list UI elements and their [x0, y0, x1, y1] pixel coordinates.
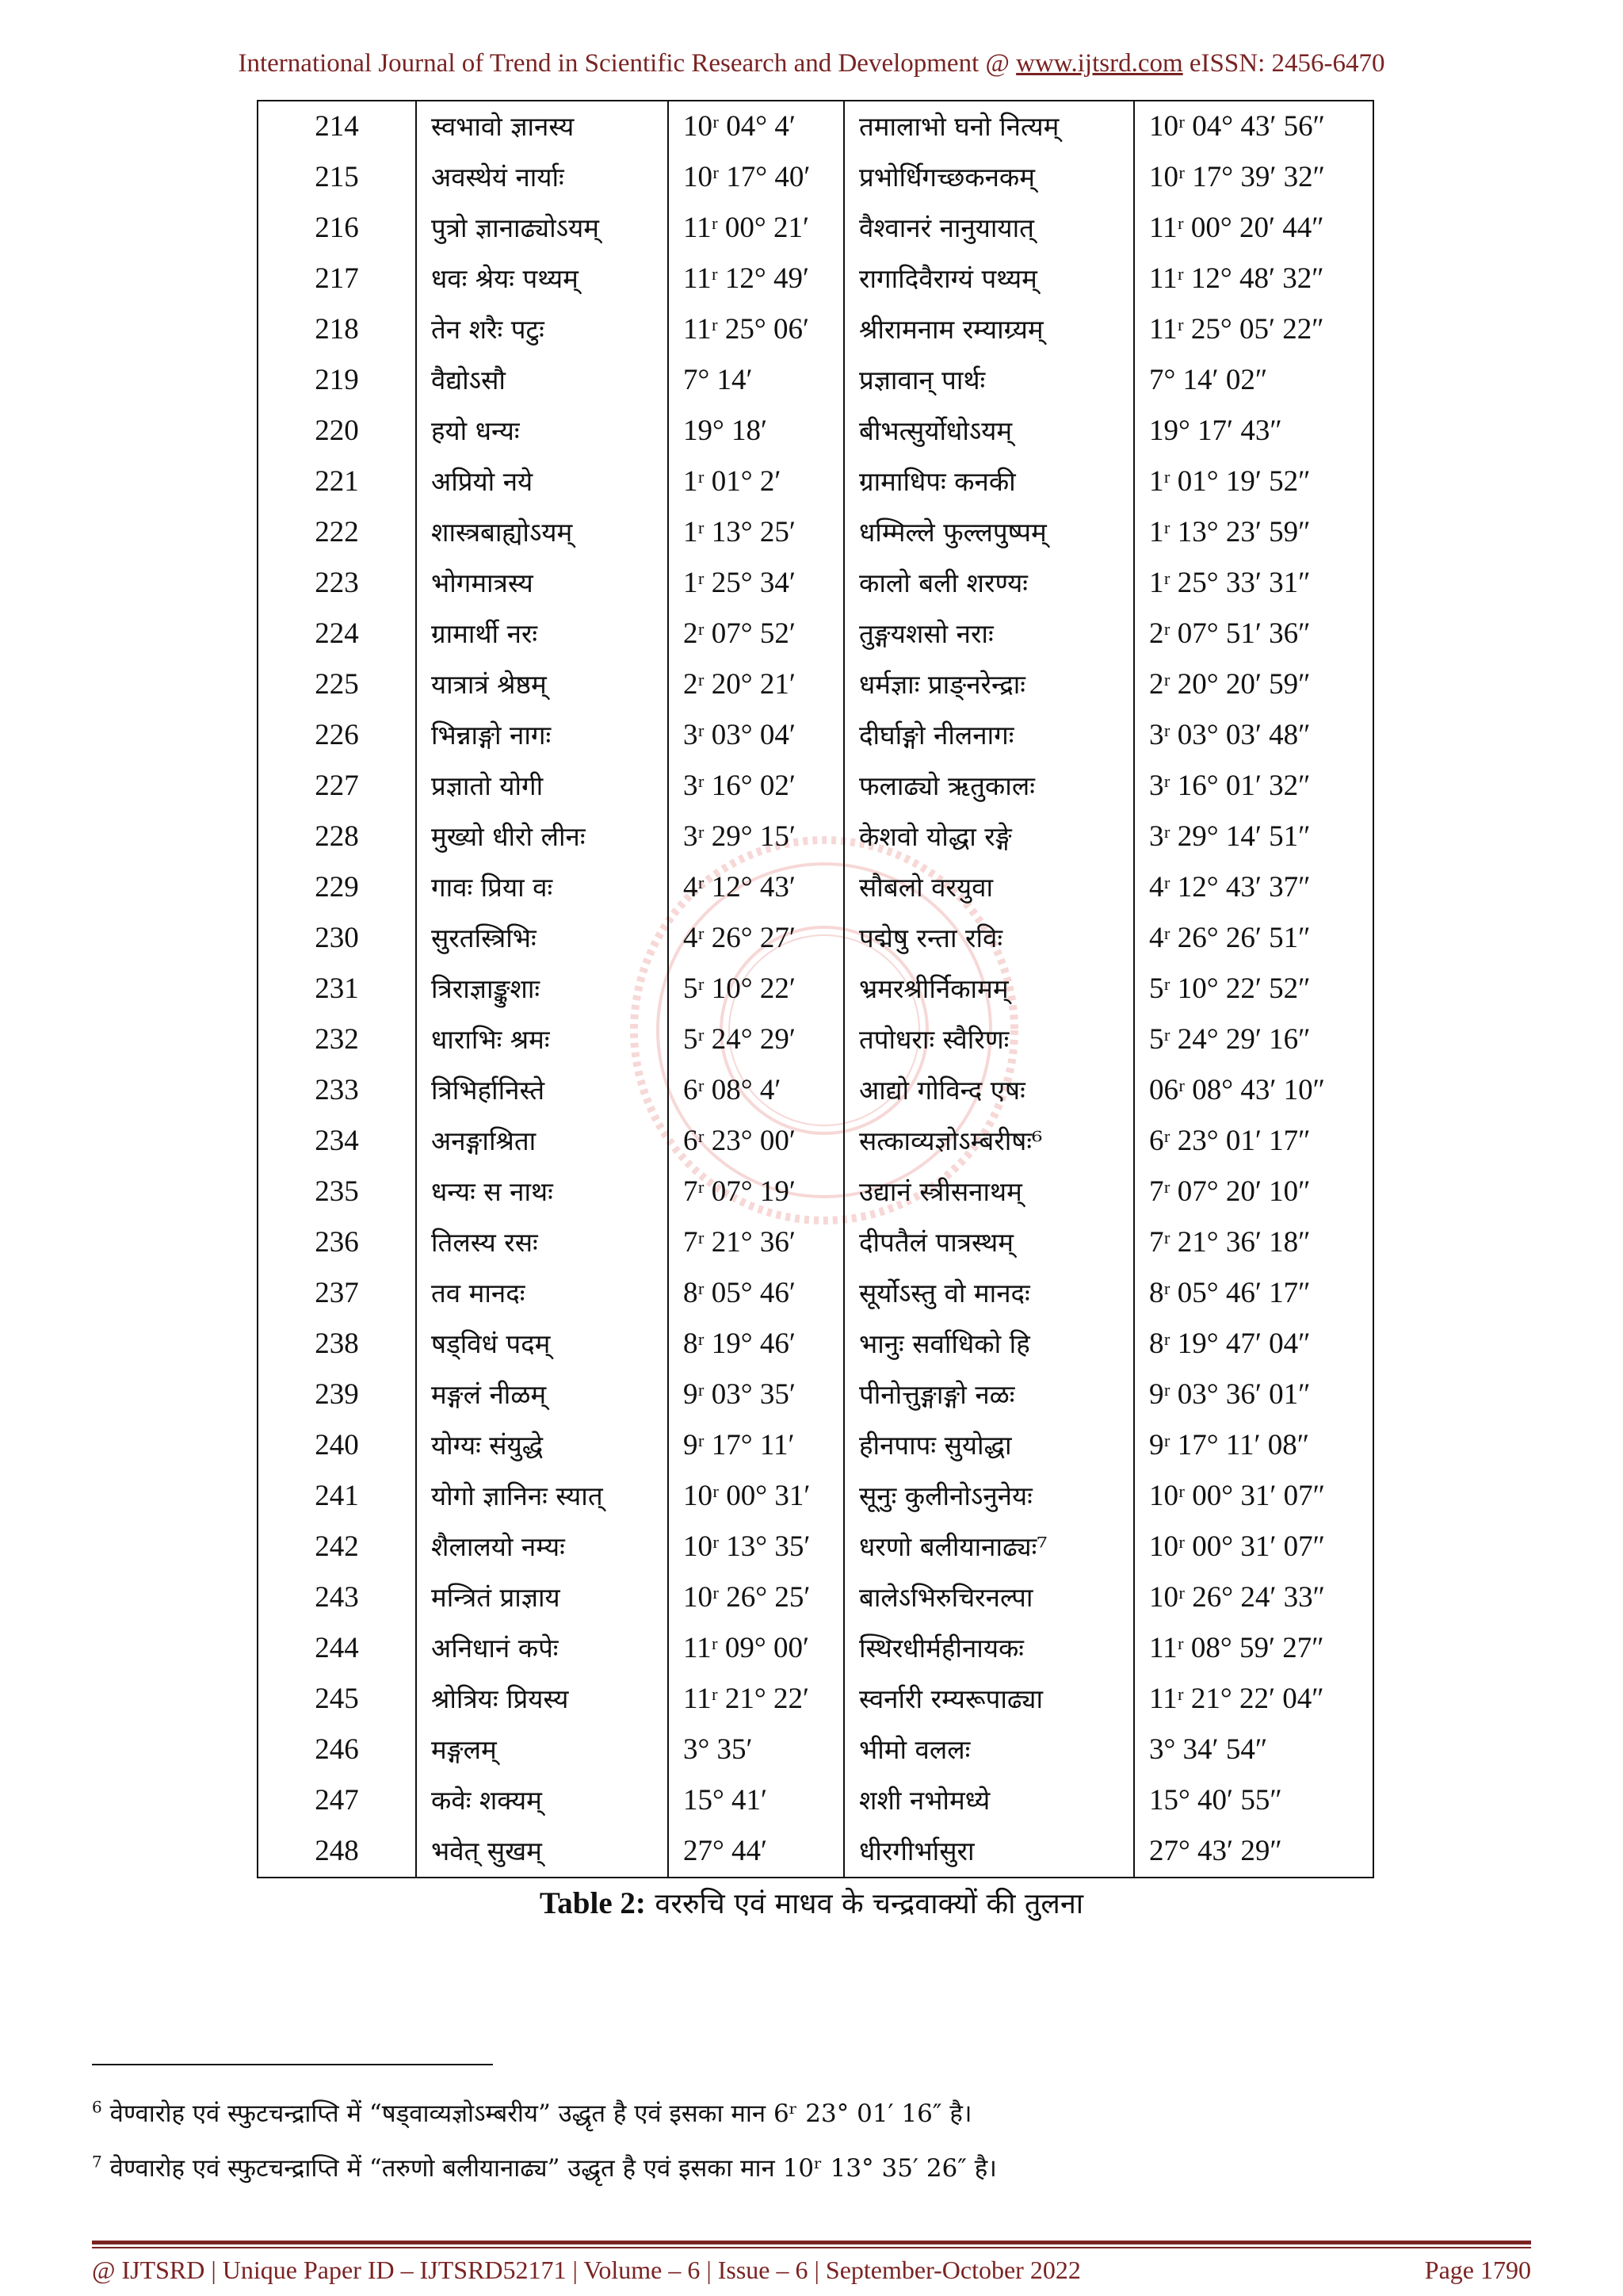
vararuci-value: 10ʳ 26° 25′	[668, 1572, 844, 1623]
footnote-6	[92, 2096, 972, 2130]
moon-sentences-table	[257, 100, 1374, 1878]
madhava-value: 8ʳ 05° 46′ 17″	[1134, 1268, 1373, 1319]
vararuci-sentence: शास्त्रबाह्योऽयम्	[416, 507, 668, 558]
row-number: 218	[258, 304, 416, 355]
vararuci-sentence: प्रज्ञातो योगी	[416, 761, 668, 812]
madhava-value: 3° 34′ 54″	[1134, 1725, 1373, 1775]
row-number: 217	[258, 254, 416, 304]
vararuci-value: 10ʳ 13° 35′	[668, 1522, 844, 1572]
madhava-sentence: स्थिरधीर्महीनायकः	[844, 1623, 1134, 1674]
row-number: 216	[258, 203, 416, 254]
madhava-sentence: भ्रमरश्रीर्निकामम्	[844, 964, 1134, 1014]
table-row	[258, 659, 1373, 710]
table-row	[258, 1674, 1373, 1725]
table-row	[258, 913, 1373, 964]
vararuci-sentence: अनिधानं कपेः	[416, 1623, 668, 1674]
table-row	[258, 1319, 1373, 1370]
madhava-value: 19° 17′ 43″	[1134, 406, 1373, 457]
table-row	[258, 812, 1373, 862]
table-row	[258, 457, 1373, 507]
row-number: 243	[258, 1572, 416, 1623]
madhava-sentence: दीर्घाङ्गो नीलनागः	[844, 710, 1134, 761]
header-prefix: International Journal of Trend in Scientific Research and Development @	[238, 49, 1017, 78]
madhava-value: 15° 40′ 55″	[1134, 1775, 1373, 1826]
footnote-mark: 7	[92, 2152, 102, 2172]
vararuci-value: 1ʳ 01° 2′	[668, 457, 844, 507]
madhava-value: 3ʳ 16° 01′ 32″	[1134, 761, 1373, 812]
vararuci-sentence: अवस्थेयं नार्याः	[416, 152, 668, 203]
row-number: 246	[258, 1725, 416, 1775]
madhava-sentence: हीनपापः सुयोद्धा	[844, 1420, 1134, 1471]
vararuci-value: 2ʳ 07° 52′	[668, 609, 844, 659]
row-number: 247	[258, 1775, 416, 1826]
footnote-7	[92, 2151, 997, 2184]
vararuci-sentence: कवेः शक्यम्	[416, 1775, 668, 1826]
madhava-value: 11ʳ 21° 22′ 04″	[1134, 1674, 1373, 1725]
page-footer	[92, 2256, 1531, 2285]
vararuci-sentence: पुत्रो ज्ञानाढ्योऽयम्	[416, 203, 668, 254]
table-row	[258, 1014, 1373, 1065]
footer-divider-thin	[92, 2247, 1531, 2248]
madhava-value: 4ʳ 26° 26′ 51″	[1134, 913, 1373, 964]
table-row	[258, 1116, 1373, 1167]
madhava-sentence: तमालाभो घनो नित्यम्	[844, 101, 1134, 152]
madhava-sentence: भानुः सर्वाधिको हि	[844, 1319, 1134, 1370]
header-suffix: eISSN: 2456-6470	[1182, 49, 1385, 78]
vararuci-sentence: योगो ज्ञानिनः स्यात्	[416, 1471, 668, 1522]
madhava-sentence: वैश्वानरं नानुयायात्	[844, 203, 1134, 254]
row-number: 240	[258, 1420, 416, 1471]
vararuci-sentence: सुरतस्त्रिभिः	[416, 913, 668, 964]
madhava-sentence: शशी नभोमध्ये	[844, 1775, 1134, 1826]
madhava-value: 4ʳ 12° 43′ 37″	[1134, 862, 1373, 913]
madhava-value: 10ʳ 04° 43′ 56″	[1134, 101, 1373, 152]
madhava-sentence: तुङ्गयशसो नराः	[844, 609, 1134, 659]
madhava-sentence: बालेऽभिरुचिरनल्पा	[844, 1572, 1134, 1623]
table-caption	[0, 1883, 1623, 1922]
vararuci-value: 2ʳ 20° 21′	[668, 659, 844, 710]
row-number: 220	[258, 406, 416, 457]
table-row	[258, 355, 1373, 406]
madhava-sentence: फलाढ्यो ऋतुकालः	[844, 761, 1134, 812]
vararuci-sentence: ग्रामार्थी नरः	[416, 609, 668, 659]
vararuci-value: 7ʳ 07° 19′	[668, 1167, 844, 1217]
vararuci-value: 27° 44′	[668, 1826, 844, 1878]
madhava-value: 7° 14′ 02″	[1134, 355, 1373, 406]
footnote-divider	[92, 2064, 493, 2065]
madhava-value: 11ʳ 25° 05′ 22″	[1134, 304, 1373, 355]
vararuci-value: 1ʳ 25° 34′	[668, 558, 844, 609]
vararuci-value: 7ʳ 21° 36′	[668, 1217, 844, 1268]
vararuci-value: 6ʳ 23° 00′	[668, 1116, 844, 1167]
table-row	[258, 1522, 1373, 1572]
vararuci-value: 10ʳ 04° 4′	[668, 101, 844, 152]
row-number: 233	[258, 1065, 416, 1116]
madhava-value: 5ʳ 24° 29′ 16″	[1134, 1014, 1373, 1065]
vararuci-value: 3ʳ 03° 04′	[668, 710, 844, 761]
madhava-sentence: सत्काव्यज्ञोऽम्बरीषः⁶	[844, 1116, 1134, 1167]
row-number: 236	[258, 1217, 416, 1268]
vararuci-value: 5ʳ 24° 29′	[668, 1014, 844, 1065]
table-row	[258, 1217, 1373, 1268]
madhava-value: 5ʳ 10° 22′ 52″	[1134, 964, 1373, 1014]
madhava-value: 11ʳ 00° 20′ 44″	[1134, 203, 1373, 254]
madhava-value: 11ʳ 12° 48′ 32″	[1134, 254, 1373, 304]
vararuci-sentence: हयो धन्यः	[416, 406, 668, 457]
vararuci-value: 10ʳ 17° 40′	[668, 152, 844, 203]
madhava-value: 2ʳ 20° 20′ 59″	[1134, 659, 1373, 710]
vararuci-value: 9ʳ 03° 35′	[668, 1370, 844, 1420]
madhava-value: 9ʳ 17° 11′ 08″	[1134, 1420, 1373, 1471]
row-number: 221	[258, 457, 416, 507]
vararuci-sentence: धाराभिः श्रमः	[416, 1014, 668, 1065]
madhava-sentence: केशवो योद्धा रङ्गे	[844, 812, 1134, 862]
madhava-sentence: कालो बली शरण्यः	[844, 558, 1134, 609]
vararuci-sentence: वैद्योऽसौ	[416, 355, 668, 406]
table-row	[258, 710, 1373, 761]
madhava-sentence: ग्रामाधिपः कनकी	[844, 457, 1134, 507]
madhava-sentence: धर्मज्ञाः प्राङ्नरेन्द्राः	[844, 659, 1134, 710]
vararuci-value: 5ʳ 10° 22′	[668, 964, 844, 1014]
table-row	[258, 862, 1373, 913]
row-number: 232	[258, 1014, 416, 1065]
madhava-sentence: रागादिवैराग्यं पथ्यम्	[844, 254, 1134, 304]
vararuci-sentence: योग्यः संयुद्धे	[416, 1420, 668, 1471]
footnote-text: वेण्वारोह एवं स्फुटचन्द्राप्ति में “षड्वाव्यज्ञोऽम्बरीय” उद्धृत है एवं इसका मान 6ʳ 23° 01′ 16″ है।	[101, 2099, 972, 2128]
madhava-value: 10ʳ 26° 24′ 33″	[1134, 1572, 1373, 1623]
madhava-value: 2ʳ 07° 51′ 36″	[1134, 609, 1373, 659]
table-row	[258, 1572, 1373, 1623]
madhava-value: 10ʳ 17° 39′ 32″	[1134, 152, 1373, 203]
vararuci-sentence: मुख्यो धीरो लीनः	[416, 812, 668, 862]
vararuci-value: 10ʳ 00° 31′	[668, 1471, 844, 1522]
madhava-value: 27° 43′ 29″	[1134, 1826, 1373, 1878]
vararuci-value: 11ʳ 12° 49′	[668, 254, 844, 304]
footnote-mark: 6	[92, 2097, 102, 2117]
table-row	[258, 1167, 1373, 1217]
madhava-sentence: धम्मिल्ले फुल्लपुष्पम्	[844, 507, 1134, 558]
vararuci-sentence: त्रिराज्ञाङ्कुशाः	[416, 964, 668, 1014]
vararuci-value: 11ʳ 21° 22′	[668, 1674, 844, 1725]
row-number: 235	[258, 1167, 416, 1217]
caption-label: Table 2:	[539, 1886, 646, 1920]
madhava-value: 6ʳ 23° 01′ 17″	[1134, 1116, 1373, 1167]
row-number: 242	[258, 1522, 416, 1572]
table-row	[258, 761, 1373, 812]
madhava-value: 7ʳ 07° 20′ 10″	[1134, 1167, 1373, 1217]
table-row	[258, 1623, 1373, 1674]
table-row	[258, 1471, 1373, 1522]
madhava-value: 10ʳ 00° 31′ 07″	[1134, 1522, 1373, 1572]
table-row	[258, 304, 1373, 355]
vararuci-sentence: धवः श्रेयः पथ्यम्	[416, 254, 668, 304]
madhava-value: 8ʳ 19° 47′ 04″	[1134, 1319, 1373, 1370]
vararuci-sentence: मङ्गलं नीळम्	[416, 1370, 668, 1420]
row-number: 228	[258, 812, 416, 862]
madhava-sentence: दीपतैलं पात्रस्थम्	[844, 1217, 1134, 1268]
page-number: Page 1790	[1424, 2256, 1531, 2284]
vararuci-value: 19° 18′	[668, 406, 844, 457]
table-row	[258, 1065, 1373, 1116]
vararuci-value: 11ʳ 00° 21′	[668, 203, 844, 254]
madhava-value: 1ʳ 01° 19′ 52″	[1134, 457, 1373, 507]
footer-paper-info: @ IJTSRD | Unique Paper ID – IJTSRD52171 | Volume – 6 | Issue – 6 | September-October 2022	[92, 2256, 1081, 2284]
footnote-text: वेण्वारोह एवं स्फुटचन्द्राप्ति में “तरुणो बलीयानाढ्य” उद्धृत है एवं इसका मान 10ʳ 13° 35′ 26″ है।	[101, 2154, 997, 2183]
madhava-value: 06ʳ 08° 43′ 10″	[1134, 1065, 1373, 1116]
table-body	[258, 101, 1373, 1878]
vararuci-value: 3° 35′	[668, 1725, 844, 1775]
row-number: 248	[258, 1826, 416, 1878]
madhava-sentence: आद्यो गोविन्द एषः	[844, 1065, 1134, 1116]
table-row	[258, 254, 1373, 304]
madhava-value: 3ʳ 03° 03′ 48″	[1134, 710, 1373, 761]
vararuci-sentence: तिलस्य रसः	[416, 1217, 668, 1268]
row-number: 230	[258, 913, 416, 964]
table-row	[258, 406, 1373, 457]
madhava-sentence: सूर्योऽस्तु वो मानदः	[844, 1268, 1134, 1319]
row-number: 245	[258, 1674, 416, 1725]
madhava-sentence: प्रज्ञावान् पार्थः	[844, 355, 1134, 406]
madhava-sentence: प्रभोर्धिगच्छकनकम्	[844, 152, 1134, 203]
row-number: 214	[258, 101, 416, 152]
table-row	[258, 1370, 1373, 1420]
table-row	[258, 203, 1373, 254]
madhava-sentence: धीरगीर्भासुरा	[844, 1826, 1134, 1878]
row-number: 227	[258, 761, 416, 812]
vararuci-sentence: शैलालयो नम्यः	[416, 1522, 668, 1572]
vararuci-value: 4ʳ 12° 43′	[668, 862, 844, 913]
row-number: 237	[258, 1268, 416, 1319]
madhava-sentence: पद्मेषु रन्ता रविः	[844, 913, 1134, 964]
journal-link[interactable]: www.ijtsrd.com	[1016, 49, 1183, 78]
madhava-value: 7ʳ 21° 36′ 18″	[1134, 1217, 1373, 1268]
table-row	[258, 101, 1373, 152]
vararuci-sentence: स्वभावो ज्ञानस्य	[416, 101, 668, 152]
madhava-value: 1ʳ 13° 23′ 59″	[1134, 507, 1373, 558]
vararuci-value: 15° 41′	[668, 1775, 844, 1826]
madhava-sentence: सौबलो वरयुवा	[844, 862, 1134, 913]
madhava-value: 1ʳ 25° 33′ 31″	[1134, 558, 1373, 609]
vararuci-sentence: अप्रियो नये	[416, 457, 668, 507]
vararuci-sentence: भिन्नाङ्गो नागः	[416, 710, 668, 761]
vararuci-value: 3ʳ 16° 02′	[668, 761, 844, 812]
table-row	[258, 964, 1373, 1014]
madhava-sentence: तपोधराः स्वैरिणः	[844, 1014, 1134, 1065]
table-row	[258, 558, 1373, 609]
madhava-sentence: स्वर्नारी रम्यरूपाढ्या	[844, 1674, 1134, 1725]
row-number: 231	[258, 964, 416, 1014]
madhava-sentence: पीनोत्तुङ्गाङ्गो नळः	[844, 1370, 1134, 1420]
row-number: 219	[258, 355, 416, 406]
footer-divider	[92, 2241, 1531, 2244]
vararuci-value: 9ʳ 17° 11′	[668, 1420, 844, 1471]
row-number: 239	[258, 1370, 416, 1420]
row-number: 229	[258, 862, 416, 913]
row-number: 224	[258, 609, 416, 659]
madhava-sentence: श्रीरामनाम रम्याग्र्यम्	[844, 304, 1134, 355]
vararuci-value: 3ʳ 29° 15′	[668, 812, 844, 862]
vararuci-value: 8ʳ 05° 46′	[668, 1268, 844, 1319]
table-row	[258, 1826, 1373, 1878]
vararuci-sentence: तेन शरैः पटुः	[416, 304, 668, 355]
row-number: 215	[258, 152, 416, 203]
row-number: 244	[258, 1623, 416, 1674]
journal-header	[0, 49, 1623, 78]
vararuci-sentence: गावः प्रिया वः	[416, 862, 668, 913]
madhava-value: 10ʳ 00° 31′ 07″	[1134, 1471, 1373, 1522]
vararuci-sentence: भोगमात्रस्य	[416, 558, 668, 609]
vararuci-sentence: यात्रात्रं श्रेष्ठम्	[416, 659, 668, 710]
vararuci-value: 4ʳ 26° 27′	[668, 913, 844, 964]
madhava-sentence: धरणो बलीयानाढ्यः⁷	[844, 1522, 1134, 1572]
vararuci-value: 6ʳ 08° 4′	[668, 1065, 844, 1116]
vararuci-sentence: भवेत् सुखम्	[416, 1826, 668, 1878]
table-row	[258, 507, 1373, 558]
vararuci-sentence: श्रोत्रियः प्रियस्य	[416, 1674, 668, 1725]
vararuci-value: 7° 14′	[668, 355, 844, 406]
vararuci-value: 11ʳ 09° 00′	[668, 1623, 844, 1674]
caption-text: वररुचि एवं माधव के चन्द्रवाक्यों की तुलना	[645, 1888, 1084, 1920]
row-number: 241	[258, 1471, 416, 1522]
vararuci-value: 1ʳ 13° 25′	[668, 507, 844, 558]
vararuci-value: 8ʳ 19° 46′	[668, 1319, 844, 1370]
row-number: 222	[258, 507, 416, 558]
madhava-sentence: बीभत्सुर्योधोऽयम्	[844, 406, 1134, 457]
table-row	[258, 1725, 1373, 1775]
row-number: 226	[258, 710, 416, 761]
madhava-value: 3ʳ 29° 14′ 51″	[1134, 812, 1373, 862]
vararuci-value: 11ʳ 25° 06′	[668, 304, 844, 355]
vararuci-sentence: त्रिभिर्हानिस्ते	[416, 1065, 668, 1116]
madhava-sentence: उद्यानं स्त्रीसनाथम्	[844, 1167, 1134, 1217]
row-number: 234	[258, 1116, 416, 1167]
vararuci-sentence: धन्यः स नाथः	[416, 1167, 668, 1217]
vararuci-sentence: षड्विधं पदम्	[416, 1319, 668, 1370]
madhava-value: 9ʳ 03° 36′ 01″	[1134, 1370, 1373, 1420]
row-number: 223	[258, 558, 416, 609]
table-row	[258, 1268, 1373, 1319]
vararuci-sentence: मङ्गलम्	[416, 1725, 668, 1775]
vararuci-sentence: अनङ्गाश्रिता	[416, 1116, 668, 1167]
madhava-sentence: सूनुः कुलीनोऽनुनेयः	[844, 1471, 1134, 1522]
vararuci-sentence: मन्त्रितं प्राज्ञाय	[416, 1572, 668, 1623]
row-number: 238	[258, 1319, 416, 1370]
table-row	[258, 609, 1373, 659]
row-number: 225	[258, 659, 416, 710]
table-row	[258, 1420, 1373, 1471]
madhava-sentence: भीमो वललः	[844, 1725, 1134, 1775]
madhava-value: 11ʳ 08° 59′ 27″	[1134, 1623, 1373, 1674]
table-row	[258, 1775, 1373, 1826]
table-row	[258, 152, 1373, 203]
vararuci-sentence: तव मानदः	[416, 1268, 668, 1319]
